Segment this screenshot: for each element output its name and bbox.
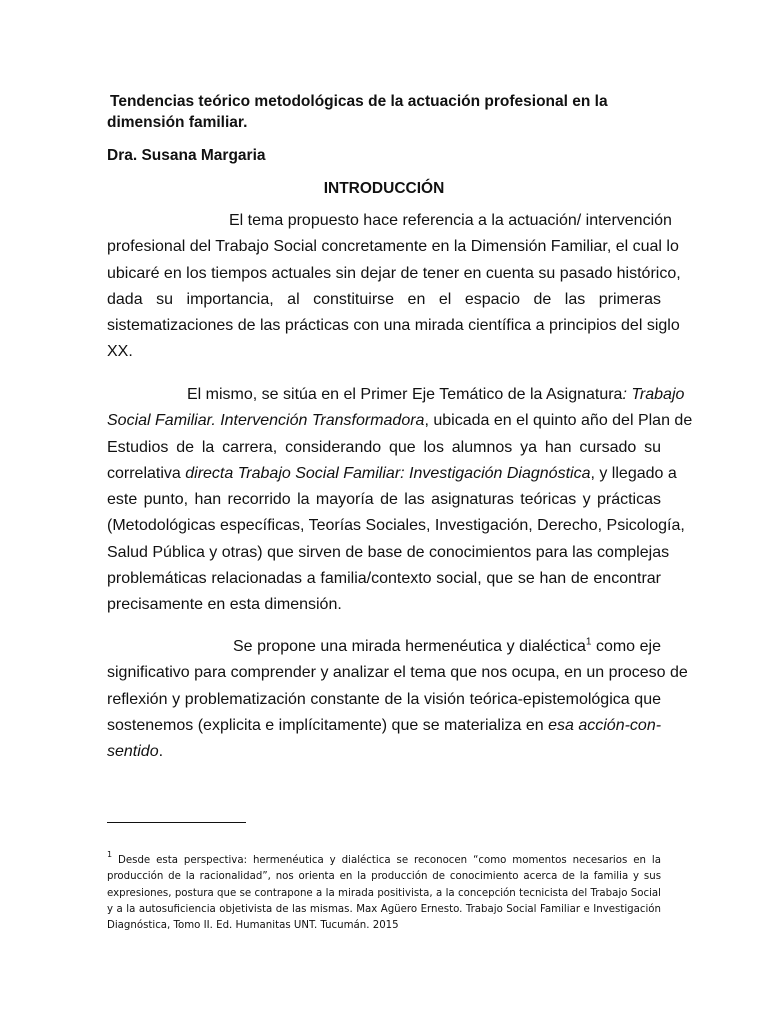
section-heading-text: INTRODUCCIÓN [323,180,445,197]
footnote-separator [107,822,246,823]
text-run: sostenemos (explicita e implícitamente) que se materializa en [107,716,549,734]
text-run: , y llegado a [590,464,677,482]
paragraph-line [107,713,661,739]
paragraph-line [107,461,677,487]
footnote-marker: 1 [107,850,113,859]
text-run: como eje [591,638,661,655]
paragraph-line: este punto, han recorrido la mayoría de las asignaturas teóricas y prácticas [107,491,661,509]
title-line-1: Tendencias teórico metodológicas de la actuación profesional en la [110,93,608,110]
footnote-line: expresiones, postura que se contrapone a la mirada positivista, a la concepción tecnicista del Trabajo Social [107,887,661,899]
paragraph-line: precisamente en esta dimensión. [107,596,342,614]
text-run: Desde esta perspectiva: hermenéutica y dialéctica se reconocen “como momentos necesarios en la [112,855,661,866]
paragraph-2 [107,382,693,619]
text-run: El mismo, se sitúa en el Primer Eje Temático de la Asignatura [187,386,623,403]
paragraph-line: (Metodológicas específicas, Teorías Sociales, Investigación, Derecho, Psicología, [107,517,685,535]
paragraph-line: ubicaré en los tiempos actuales sin dejar de tener en cuenta su pasado histórico, [107,264,681,282]
document-title [107,91,667,133]
section-heading [0,178,768,199]
paragraph-3 [107,634,688,765]
paragraph-line: sistematizaciones de las prácticas con una mirada científica a principios del siglo [107,317,680,335]
text-run: Se propone una mirada hermenéutica y dialéctica [233,638,586,655]
paragraph-line: El tema propuesto hace referencia a la actuación/ intervención [229,212,672,229]
title-line-2: dimensión familiar. [107,114,248,131]
footnote [107,850,661,934]
footnote-line [107,850,661,869]
author-name: Dra. Susana Margaria [107,147,266,164]
footnote-line: producción de la racionalidad”, nos orienta en la producción de conocimiento acerca de la familia y sus [107,871,661,883]
text-run: , ubicada en el quinto año del Plan de [424,412,693,430]
italic-run: Social Familiar. Intervención Transformadora [107,412,425,430]
paragraph-line: reflexión y problematización constante de la visión teórica-epistemológica que [107,690,661,708]
italic-run: sentido [107,743,159,761]
footnote-reference[interactable]: 1 [585,636,592,648]
paragraph-line: problemáticas relacionadas a familia/contexto social, que se han de encontrar [107,570,661,588]
paragraph-1 [107,208,681,366]
paragraph-line [107,739,661,765]
paragraph-line [107,634,661,660]
footnote-line: y a la autosuficiencia objetivista de las mismas. Max Agüero Ernesto. Trabajo Social Familiar e Investigación [107,903,661,915]
paragraph-line: Salud Pública y otras) que sirven de base de conocimientos para las complejas [107,543,670,561]
italic-run: : Trabajo [622,386,685,403]
paragraph-line: dada su importancia, al constituirse en el espacio de las primeras [107,290,661,308]
paragraph-line: profesional del Trabajo Social concretamente en la Dimensión Familiar, el cual lo [107,238,679,256]
italic-run: esa acción-con- [548,716,662,734]
paragraph-line [107,408,693,434]
paragraph-line: Estudios de la carrera, considerando que los alumnos ya han cursado su [107,438,661,456]
text-run: . [158,743,164,761]
text-run: correlativa [107,464,186,482]
paragraph-line [107,382,685,408]
paragraph-line: significativo para comprender y analizar el tema que nos ocupa, en un proceso de [107,664,688,682]
paragraph-line: XX. [107,343,133,361]
footnote-line: Diagnóstica, Tomo II. Ed. Humanitas UNT. Tucumán. 2015 [107,920,399,932]
italic-run: directa Trabajo Social Familiar: Investigación Diagnóstica [185,464,591,482]
